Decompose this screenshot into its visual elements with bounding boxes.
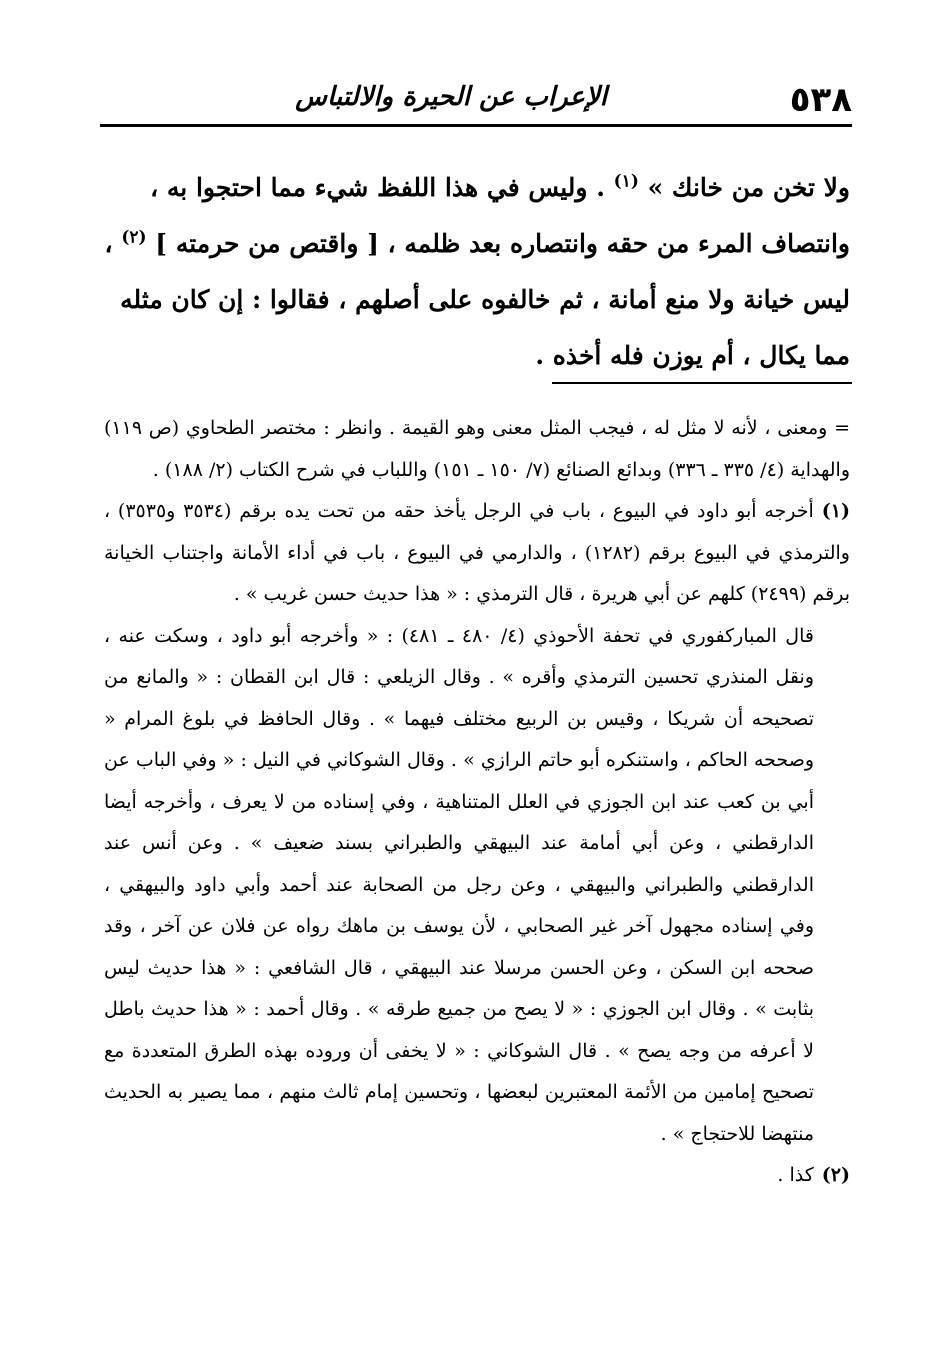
main-line (104, 216, 850, 272)
footnote-number: (١) (821, 500, 850, 522)
footnote-number: (٢) (821, 1164, 850, 1186)
footnote-continuation: = ومعنى ، لأنه لا مثل له ، فيجب المثل معنى وهو القيمة . وانظر : مختصر الطحاوي (ص ١١٩) والهداية (٤/ ٣٣٥ ـ ٣٣٦) وبدائع الصنائع (٧/ ١٥٠ ـ ١٥١) واللباب في شرح الكتاب (٢/ ١٨٨) . (104, 417, 850, 481)
main-line: ليس خيانة ولا منع أمانة ، ثم خالفوه على أصلهم ، فقالوا : إن كان مثله (120, 285, 850, 314)
footnote-text: أخرجه أبو داود في البيوع ، باب في الرجل يأخذ حقه من تحت يده برقم (٣٥٣٤ و٣٥٣٥) ، والترمذي في البيوع برقم (١٢٨٢) ، والدارمي في البيوع ، باب في أداء الأمانة واجتناب الخيانة برقم (٢٤٩٩) كلهم عن أبي هريرة ، قال الترمذي : « هذا حديث حسن غريب » . (104, 500, 850, 605)
footnote-reference-1[interactable]: (١) (613, 171, 639, 192)
footnote-text: كذا . (777, 1164, 814, 1186)
main-text-segment: وانتصاف المرء من حقه وانتصاره بعد ظلمه ، [ واقتص من حرمته ] (155, 229, 850, 258)
header-rule (100, 124, 852, 127)
running-title: الإعراب عن الحيرة والالتباس (295, 82, 607, 112)
footnote-1-paragraph: قال المباركفوري في تحفة الأحوذي (٤/ ٤٨٠ ـ ٤٨١) : « وأخرجه أبو داود ، وسكت عنه ، ونقل المنذري تحسين الترمذي وأقره » . وقال الزيلعي : قال ابن القطان : « والمانع من تصحيحه أن شريكا ، وقيس بن الربيع مختلف فيهما » . وقال الحافظ في بلوغ المرام « وصححه الحاكم ، واستنكره أبو حاتم الرازي » . وقال الشوكاني في النيل : « وفي الباب عن أبي بن كعب عند ابن الجوزي في العلل المتناهية ، وفي إسناده من لا يعرف ، وأخرجه أيضا الدارقطني ، وعن أبي أمامة عند البيهقي والطبراني بسند ضعيف » . وعن أنس عند الدارقطني والطبراني والبيهقي ، وعن رجل من الصحابة عند أحمد وأبي داود والبيهقي ، وفي إسناده مجهول آخر غير الصحابي ، لأن يوسف بن ماهك رواه عن فلان عن آخر ، وقد صححه ابن السكن ، وعن الحسن مرسلا عند البيهقي ، قال الشافعي : « هذا حديث ليس بثابت » . وقال ابن الجوزي : « لا يصح من جميع طرقه » . وقال أحمد : « هذا حديث باطل لا أعرفه من وجه يصح » . قال الشوكاني : « لا يخفى أن وروده بهذه الطرق المتعددة مع تصحيح إمامين من الأئمة المعتبرين لبعضها ، وتحسين إمام ثالث منهم ، مما يصير به الحديث منتهضا للاحتجاج » . (104, 624, 814, 1145)
main-text-segment: . وليس في هذا اللفظ شيء مما احتجوا به ، (150, 173, 605, 202)
main-text-segment: ، (104, 229, 113, 258)
footnote-1 (104, 491, 850, 616)
page-number: ٥٣٨ (789, 80, 852, 120)
main-line: مما يكال ، أم يوزن فله أخذه . (535, 341, 850, 370)
footnote-reference-2[interactable]: (٢) (121, 227, 147, 248)
page-header (100, 80, 852, 130)
main-line (104, 160, 850, 216)
footnotes (104, 408, 850, 1197)
footnote-separator (552, 382, 852, 384)
footnote-2 (104, 1155, 850, 1197)
main-text (104, 160, 850, 384)
main-text-segment: ولا تخن من خانك » (647, 173, 850, 202)
